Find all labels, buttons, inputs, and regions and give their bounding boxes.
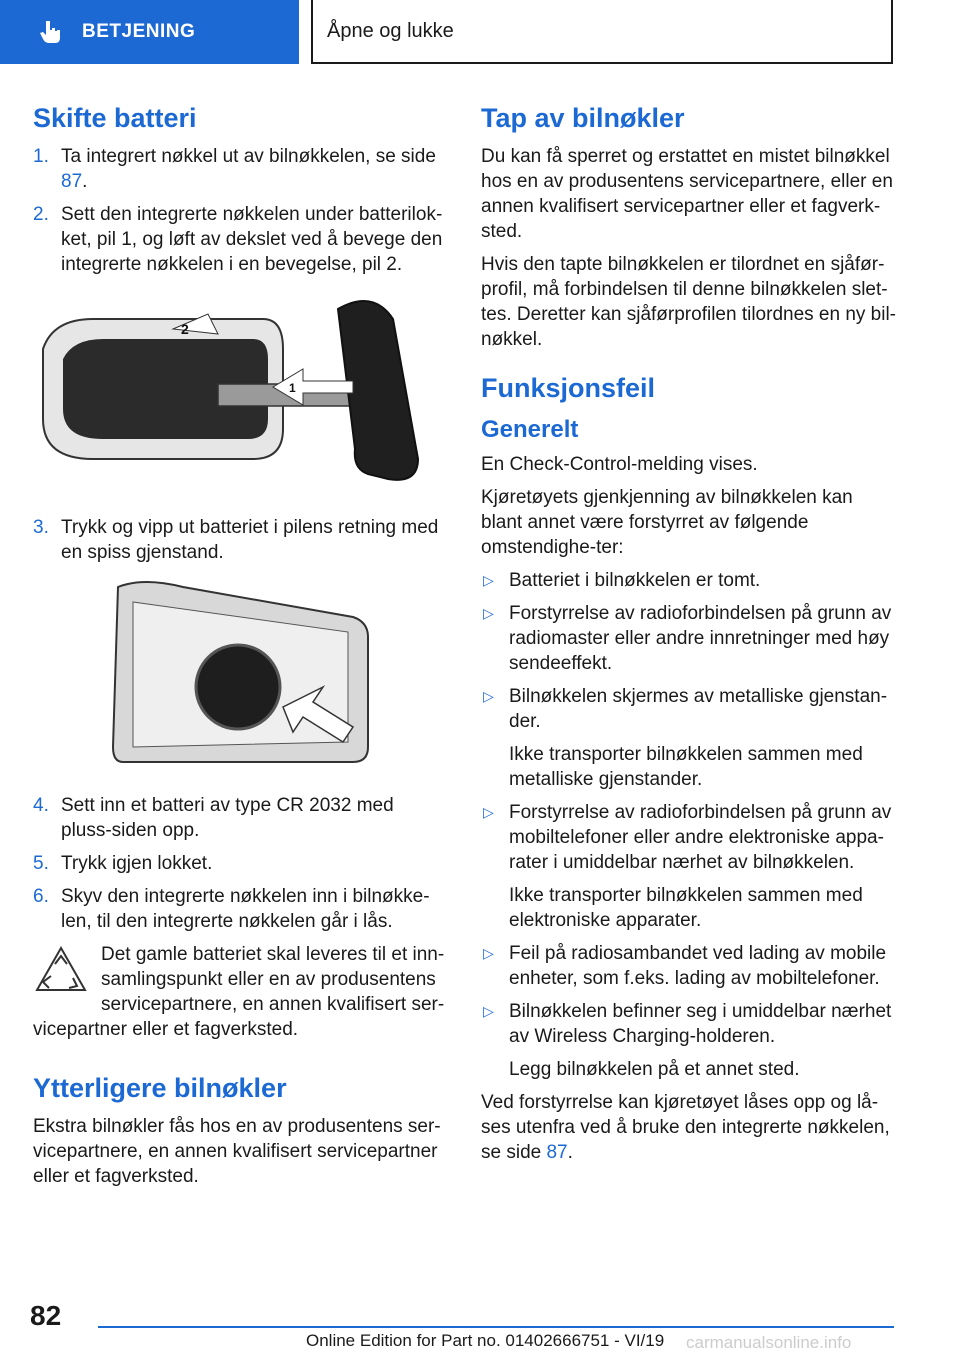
triangle-bullet-icon: ▷ <box>483 688 494 704</box>
lost-key-heading: Tap av bilnøkler <box>481 103 685 133</box>
malfunction-heading: Funksjonsfeil <box>481 373 656 403</box>
lost-key-para: Du kan få sperret og erstattet en mistet bilnøkkel hos en av produsentens servicepartnere, eller en annen kvalifisert servicepartner eller et fagverk‐sted. <box>481 146 893 242</box>
edition-text: Online Edition for Part no. 01402666751 - VI/19 <box>306 1331 665 1350</box>
step-number: 4. <box>33 795 49 816</box>
step-text: Skyv den integrerte nøkkelen inn i bilnøkke‐len, til den integrerte nøkkelen går i lås. <box>61 886 430 932</box>
page-number: 82 <box>30 1300 62 1331</box>
list-item <box>481 601 899 676</box>
list-item-text: Batteriet i bilnøkkelen er tomt. <box>509 570 761 591</box>
list-item <box>481 684 899 792</box>
triangle-bullet-icon: ▷ <box>483 1003 494 1019</box>
page-link[interactable]: 87 <box>61 171 83 192</box>
step-item <box>33 515 448 565</box>
extra-keys-text: Ekstra bilnøkler fås hos en av produsentens ser‐vicepartnere, en annen kvalifisert servicepartner eller et fagverksted. <box>33 1116 441 1187</box>
extra-keys-heading: Ytterligere bilnøkler <box>33 1073 287 1103</box>
triangle-bullet-icon: ▷ <box>483 605 494 621</box>
watermark: carmanualsonline.info <box>686 1333 852 1352</box>
step-item <box>33 202 448 277</box>
right-column <box>481 100 899 1173</box>
recycle-text: Det gamle batteriet skal leveres til et inn‐samlingspunkt eller en av produsentens servicepartnere, en annen kvalifisert ser‐vicepartner eller et fagverksted. <box>33 944 445 1040</box>
list-item-text: Bilnøkkelen skjermes av metalliske gjenstan‐der. <box>509 686 888 732</box>
step-text: Trykk igjen lokket. <box>61 853 213 874</box>
page-link[interactable]: 87 <box>546 1142 568 1163</box>
list-item-note: Ikke transporter bilnøkkelen sammen med metalliske gjenstander. <box>509 744 863 790</box>
list-item <box>481 941 899 991</box>
step-item <box>33 144 448 194</box>
step-text: Ta integrert nøkkel ut av bilnøkkelen, se side <box>61 146 436 167</box>
list-item-note: Legg bilnøkkelen på et annet sted. <box>509 1059 800 1080</box>
step-item <box>33 851 448 876</box>
recycle-icon <box>33 944 89 1000</box>
battery-removal-illustration <box>33 577 448 777</box>
list-item-text: Bilnøkkelen befinner seg i umiddelbar nærhet av Wireless Charging-holderen. <box>509 1001 892 1047</box>
section-tab <box>0 0 299 64</box>
profile-para: Hvis den tapte bilnøkkelen er tilordnet en sjåfør‐profil, må forbindelsen til denne bilnøkkelen slet‐tes. Deretter kan sjåførprofilen tilordnes en ny bil‐nøkkel. <box>481 254 897 350</box>
svg-text:2: 2 <box>181 321 189 337</box>
closing-text: Ved forstyrrelse kan kjøretøyet låses opp og lå‐ses utenfra ved å bruke den integrerte nøkkelen, se side <box>481 1092 890 1163</box>
triangle-bullet-icon: ▷ <box>483 945 494 961</box>
battery-steps-final <box>33 793 448 934</box>
recycle-note <box>33 942 448 1042</box>
list-item <box>481 800 899 933</box>
causes-list <box>481 568 899 1082</box>
recognition-para: Kjøretøyets gjenkjenning av bilnøkkelen kan blant annet være forstyrret av følgende omstendighe‐ter: <box>481 487 853 558</box>
hand-pointer-icon <box>38 19 64 45</box>
section-label: BETJENING <box>82 21 196 42</box>
step-number: 5. <box>33 853 49 874</box>
battery-steps <box>33 144 448 277</box>
battery-steps-cont <box>33 515 448 565</box>
step-text: Sett inn et batteri av type CR 2032 med pluss-siden opp. <box>61 795 394 841</box>
svg-text:1: 1 <box>289 381 296 395</box>
list-item <box>481 999 899 1082</box>
step-item <box>33 884 448 934</box>
step-text-end: . <box>82 171 88 192</box>
battery-heading: Skifte batteri <box>33 103 197 133</box>
triangle-bullet-icon: ▷ <box>483 572 494 588</box>
step-number: 2. <box>33 204 49 225</box>
list-item-text: Feil på radiosambandet ved lading av mobile enheter, som f.eks. lading av mobiltelefoner. <box>509 943 887 989</box>
check-control-para: En Check-Control-melding vises. <box>481 454 758 475</box>
left-column <box>33 100 448 1197</box>
step-item <box>33 793 448 843</box>
step-text: Sett den integrerte nøkkelen under batterilok‐ket, pil 1, og løft av dekslet ved å bevege den integrerte nøkkelen i en bevegelse, pil 2. <box>61 204 443 275</box>
step-number: 3. <box>33 517 49 538</box>
chapter-title: Åpne og lukke <box>311 0 893 64</box>
step-number: 6. <box>33 886 49 907</box>
list-item-text: Forstyrrelse av radioforbindelsen på grunn av mobiltelefoner eller andre elektroniske appa‐rater i umiddelbar nærhet av bilnøkkelen. <box>509 802 892 873</box>
closing-text-end: . <box>567 1142 573 1163</box>
footer-divider <box>98 1326 894 1328</box>
general-subheading: Generelt <box>481 416 579 443</box>
triangle-bullet-icon: ▷ <box>483 804 494 820</box>
key-opening-illustration <box>33 289 448 499</box>
list-item-text: Forstyrrelse av radioforbindelsen på grunn av radiomaster eller andre innretninger med høy sendeeffekt. <box>509 603 892 674</box>
step-text: Trykk og vipp ut batteriet i pilens retning med en spiss gjenstand. <box>61 517 439 563</box>
list-item <box>481 568 899 593</box>
step-number: 1. <box>33 146 49 167</box>
list-item-note: Ikke transporter bilnøkkelen sammen med elektroniske apparater. <box>509 885 863 931</box>
closing-para <box>481 1090 899 1165</box>
